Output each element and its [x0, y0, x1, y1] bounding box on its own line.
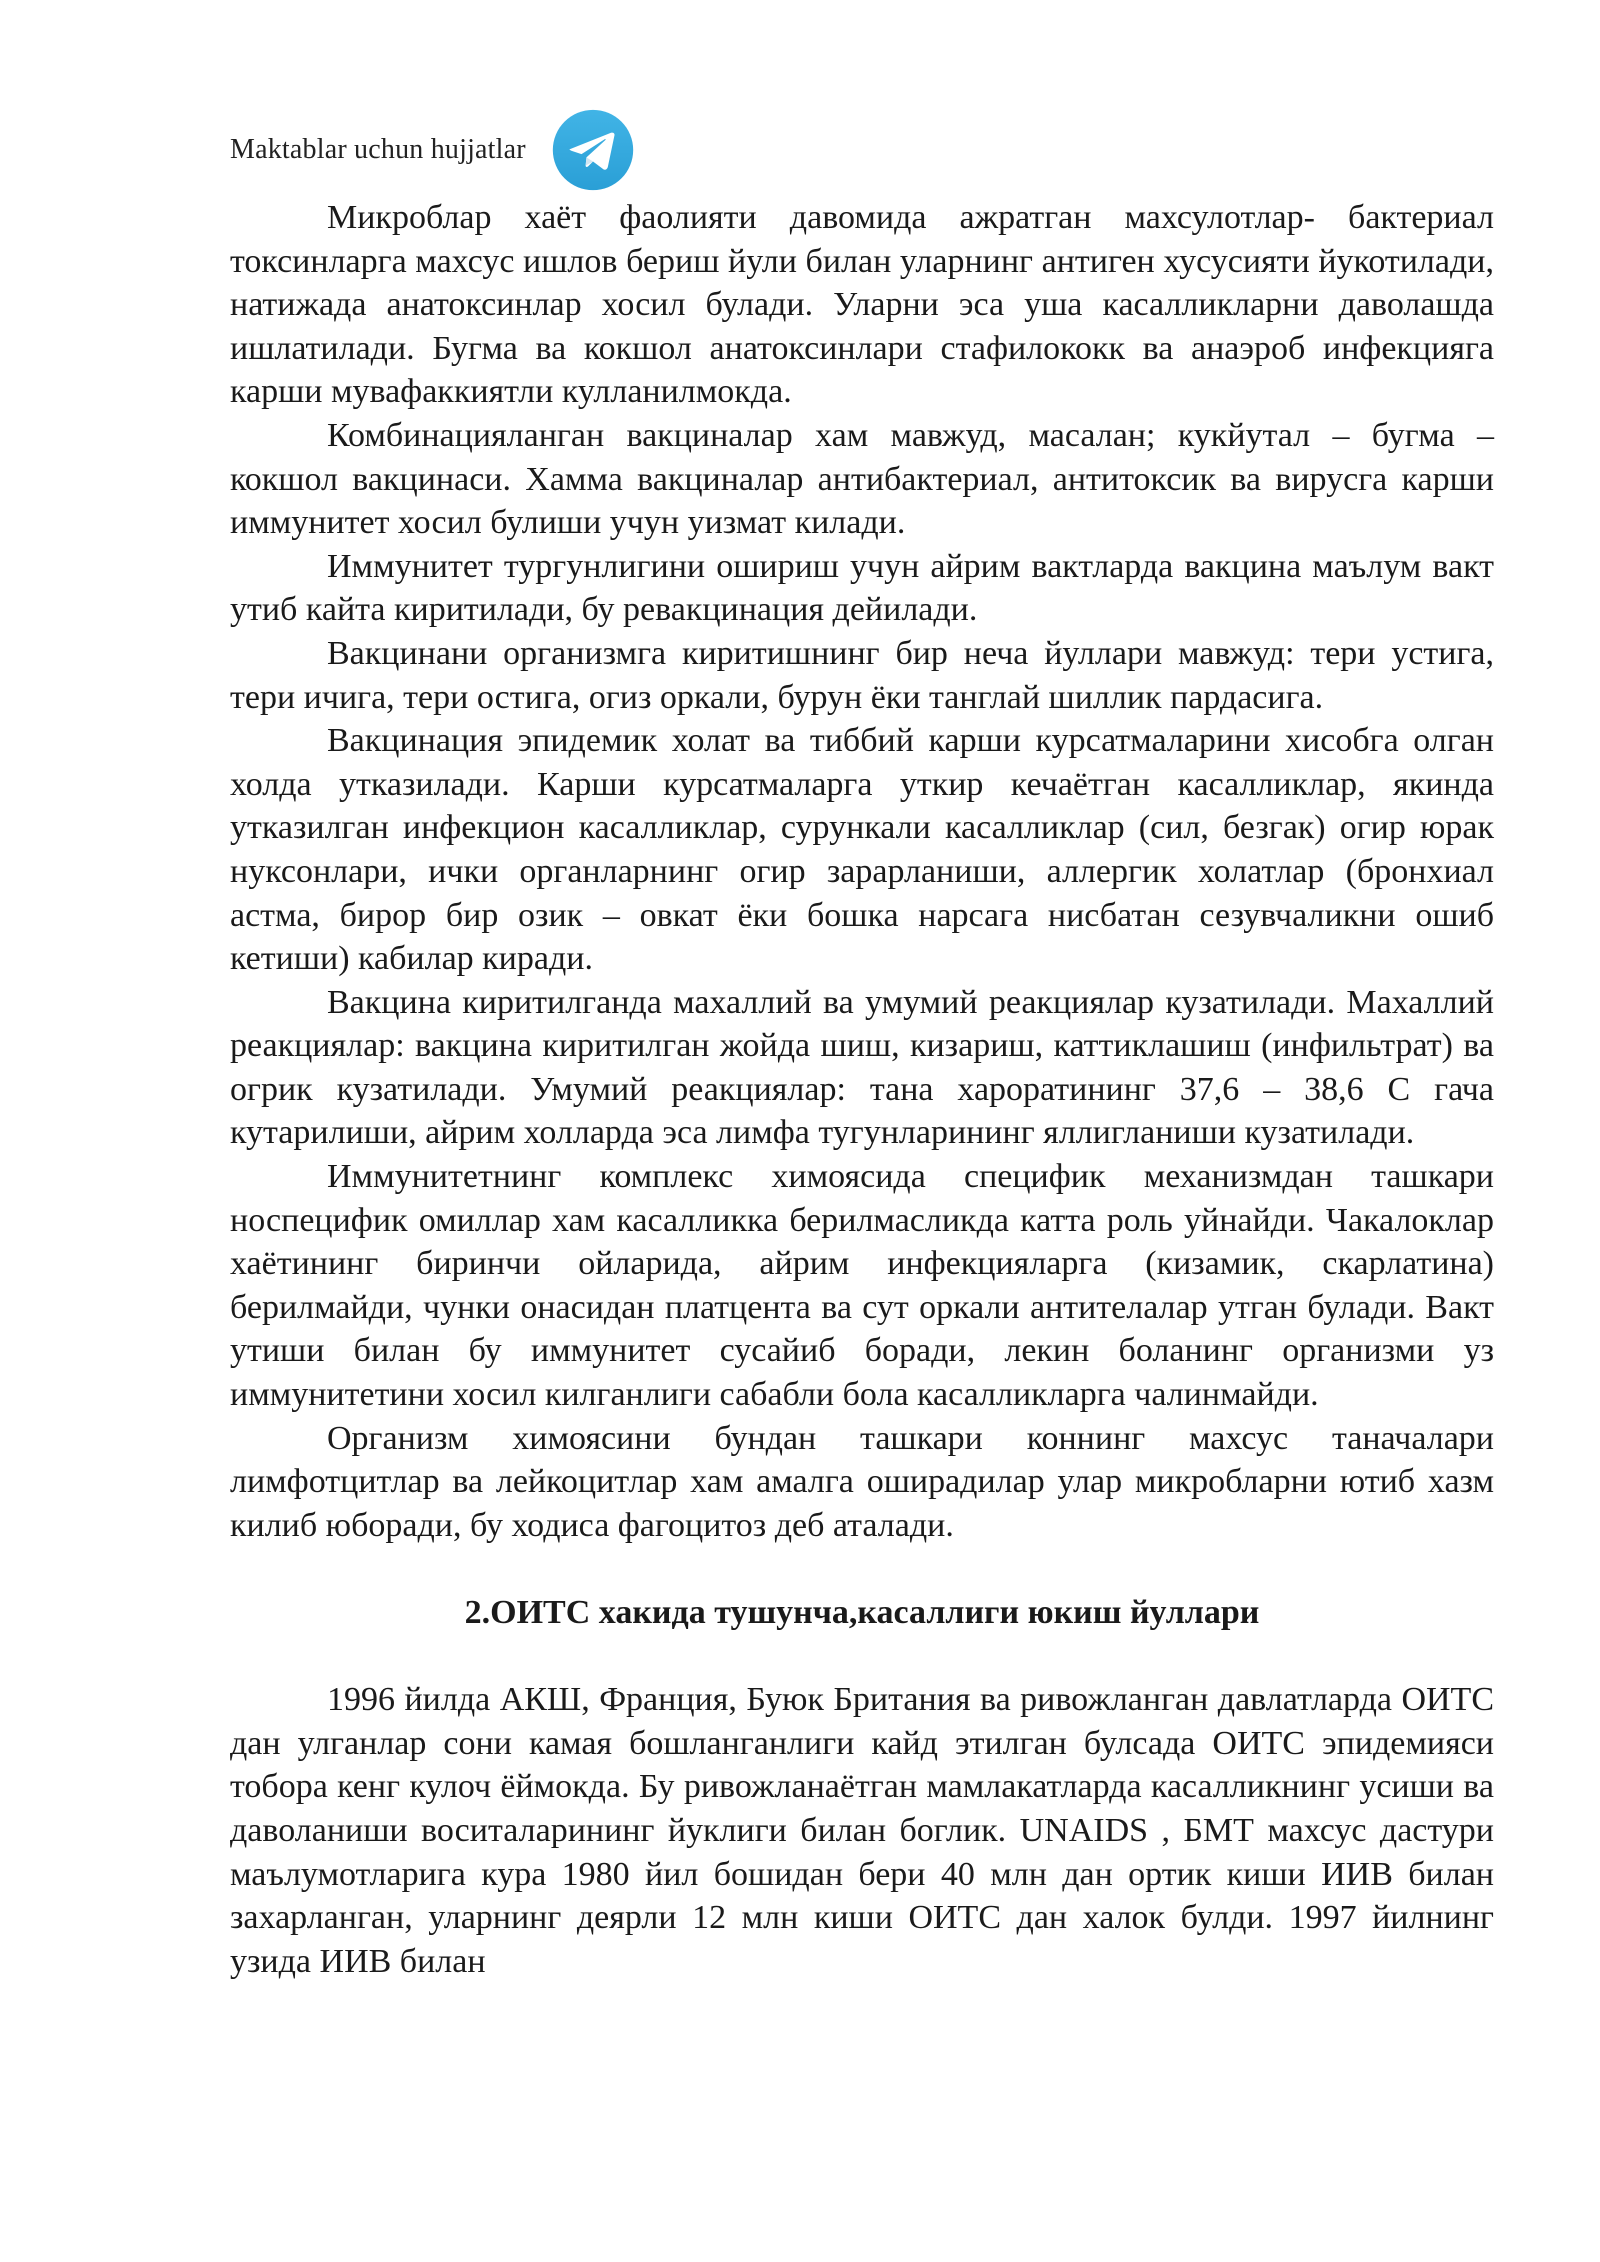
paragraph: Организм химоясини бундан ташкари коннинг махсус таначалари лимфотцитлар ва лейкоцитлар хам амалга оширадилар улар микробларни ютиб хазм килиб юборади, бу ходиса фагоцитоз деб аталади.	[230, 1419, 1494, 1544]
header-text: Maktablar uchun hujjatlar	[230, 134, 526, 165]
paragraph: Вакцина киритилганда махаллий ва умумий реакциялар кузатилади. Махаллий реакциялар: вакцина киритилган жойда шиш, кизариш, каттиклашиш (инфильтрат) ва огрик кузатилади. Умумий реакциялар: тана хароратининг 37,6 – 38,6 С гача кутарилиши, айрим холларда эса лимфа тугунларининг яллигланиши кузатилади.	[230, 983, 1494, 1152]
paragraph: Вакцинация эпидемик холат ва тиббий карши курсатмаларини хисобга олган холда утказилади. Карши курсатмаларга уткир кечаётган касалликлар, якинда утказилган инфекцион касалликлар, сурункали касалликлар (сил, безгак) огир юрак нуксонлари, ички органларнинг огир зарарланиши, аллергик холатлар (бронхиал астма, бирор бир озик – овкат ёки бошка нарсага нисбатан сезувчаликни ошиб кетиши) кабилар киради.	[230, 722, 1494, 978]
page-header	[230, 108, 634, 192]
paragraph: 1996 йилда АКШ, Франция, Буюк Британия ва ривожланган давлатларда ОИТС дан улганлар сони камая бошланганлиги кайд этилган булсада ОИТС эпидемияси тобора кенг кулоч ёймокда. Бу ривожланаётган мамлакатларда касалликнинг усиши ва даволаниши воситаларининг йуклиги билан боглик. UNAIDS , БМТ махсус дастури маълумотларига кура 1980 йил бошидан бери 40 млн дан ортик киши ИИВ билан захарланган, уларнинг деярли 12 млн киши ОИТС дан халок булди. 1997 йилнинг узида ИИВ билан	[230, 1681, 1494, 1980]
paragraph: Микроблар хаёт фаолияти давомида ажратган махсулотлар- бактериал токсинларга махсус ишлов бериш йули билан уларнинг антиген хусусияти йукотилади, натижада анатоксинлар хосил булади. Уларни эса уша касалликларни даволашда ишлатилади. Бугма ва кокшол анатоксинлари стафилококк ва анаэроб инфекцияга карши мувафаккиятли кулланилмокда.	[230, 199, 1494, 411]
section-heading: 2.ОИТС хакида тушунча,касаллиги юкиш йуллари	[464, 1594, 1260, 1631]
telegram-icon[interactable]	[552, 109, 634, 191]
document-body	[230, 196, 1494, 1983]
paragraph: Иммунитетнинг комплекс химоясида специфик механизмдан ташкари носпецифик омиллар хам касалликка берилмасликда катта роль уйнайди. Чакалоклар хаётининг биринчи ойларида, айрим инфекцияларга (кизамик, скарлатина) берилмайди, чунки онасидан платцента ва сут оркали антителалар утган булади. Вакт утиши билан бу иммунитет сусайиб боради, лекин боланинг организми уз иммунитетини хосил килганлиги сабабли бола касалликларга чалинмайди.	[230, 1158, 1494, 1414]
paragraph: Комбинацияланган вакциналар хам мавжуд, масалан; кукйутал – бугма – кокшол вакцинаси. Хамма вакциналар антибактериал, антитоксик ва вирусга карши иммунитет хосил булиши учун уизмат килади.	[230, 416, 1494, 542]
paragraph: Иммунитет тургунлигини ошириш учун айрим вактларда вакцина маълум вакт утиб кайта киритилади, бу ревакцинация дейилади.	[230, 547, 1494, 629]
paragraph: Вакцинани организмга киритишнинг бир неча йуллари мавжуд: тери устига, тери ичига, тери остига, огиз оркали, бурун ёки танглай шиллик пардасига.	[230, 634, 1494, 716]
